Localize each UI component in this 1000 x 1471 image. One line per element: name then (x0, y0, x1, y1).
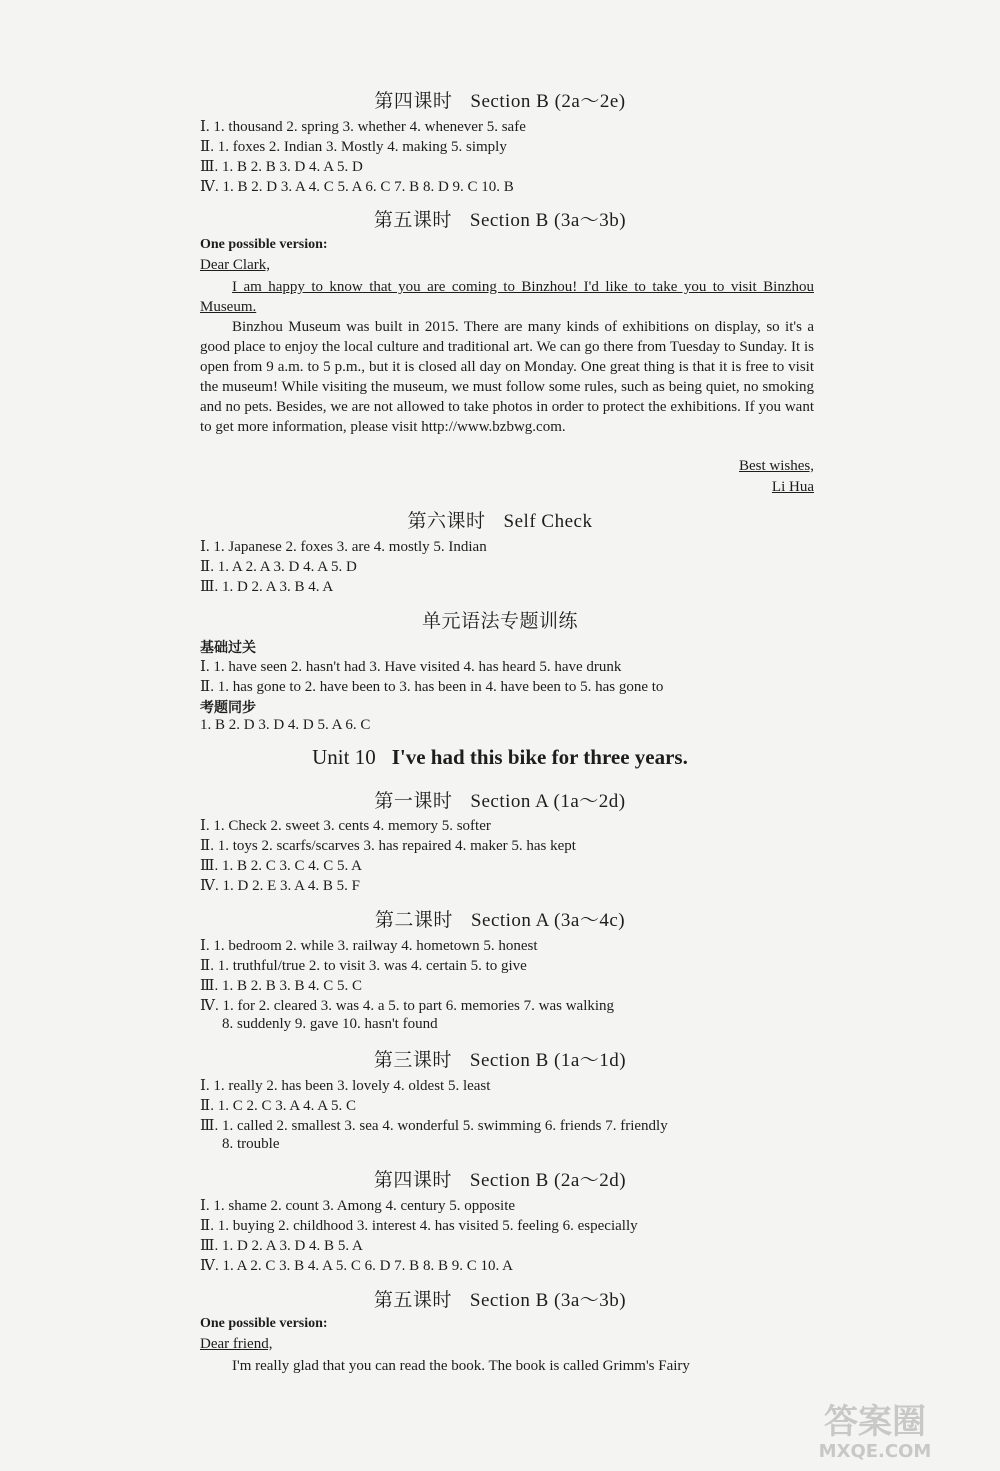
essay-paragraph-1: I am happy to know that you are coming to Binzhou! I'd like to take you to visit Binzhou Museum. (200, 279, 814, 315)
essay-closing: Best wishes, (739, 458, 814, 474)
essay-paragraph-2: Binzhou Museum was built in 2015. There are many kinds of exhibitions on display, so it's a good place to enjoy the local culture and traditional art. We can go there from Tuesday to Sunday. It is open from 9 a.m. to 5 p.m., but it is closed all day on Monday. One great thing is that it is free to visit the museum! While visiting the museum, we must follow some rules, such as being quiet, no smoking and no pets. Besides, we are not allowed to take photos in order to protect the exhibitions. If you want to get more information, please visit http://www.bzbwg.com. (200, 319, 814, 435)
unit-heading: Unit 10 I've had this bike for three years. (312, 745, 688, 769)
grammar-basic-label: 基础过关 (200, 641, 256, 656)
essay-label: One possible version: (200, 237, 328, 252)
answer-line: Ⅰ. 1. Japanese 2. foxes 3. are 4. mostly 5. Indian (200, 539, 487, 555)
section-heading-u1: 第一课时 Section A (1a～2d) (374, 791, 626, 812)
answer-line: Ⅲ. 1. D 2. A 3. B 4. A (200, 579, 334, 595)
answer-line: Ⅱ. 1. buying 2. childhood 3. interest 4. has visited 5. feeling 6. especially (200, 1218, 638, 1234)
answer-line: Ⅱ. 1. foxes 2. Indian 3. Mostly 4. making 5. simply (200, 139, 507, 155)
answer-line: Ⅳ. 1. B 2. D 3. A 4. C 5. A 6. C 7. B 8. D 9. C 10. B (200, 179, 514, 195)
section-heading-s3: 第六课时 Self Check (407, 511, 593, 532)
answer-line: Ⅲ. 1. D 2. A 3. D 4. B 5. A (200, 1238, 363, 1254)
essay2-greeting: Dear friend, (200, 1336, 273, 1352)
answer-line: Ⅳ. 1. D 2. E 3. A 4. B 5. F (200, 878, 361, 894)
answer-line: Ⅰ. 1. really 2. has been 3. lovely 4. oldest 5. least (200, 1078, 491, 1094)
answer-line: Ⅰ. 1. Check 2. sweet 3. cents 4. memory 5. softer (200, 818, 491, 834)
answer-line: Ⅳ. 1. for 2. cleared 3. was 4. a 5. to part 6. memories 7. was walking (200, 998, 615, 1014)
answer-line: Ⅲ. 1. B 2. C 3. C 4. C 5. A (200, 858, 362, 874)
watermark-logo (770, 1393, 980, 1463)
answer-line: Ⅱ. 1. truthful/true 2. to visit 3. was 4. certain 5. to give (200, 958, 527, 974)
answer-line: Ⅰ. 1. bedroom 2. while 3. railway 4. hometown 5. honest (200, 938, 538, 954)
answer-line: 8. trouble (222, 1136, 280, 1152)
essay2-label: One possible version: (200, 1316, 328, 1331)
answer-line: Ⅲ. 1. B 2. B 3. B 4. C 5. C (200, 978, 362, 994)
answer-line: Ⅰ. 1. thousand 2. spring 3. whether 4. whenever 5. safe (200, 119, 526, 135)
watermark-url: MXQE.COM (818, 1441, 932, 1462)
answer-line: Ⅲ. 1. called 2. smallest 3. sea 4. wonderful 5. swimming 6. friends 7. friendly (200, 1118, 668, 1134)
section-heading-u5: 第五课时 Section B (3a～3b) (373, 1290, 627, 1311)
section-heading-u4: 第四课时 Section B (2a～2d) (373, 1170, 627, 1191)
answer-line: Ⅱ. 1. has gone to 2. have been to 3. has been in 4. have been to 5. has gone to (200, 679, 664, 695)
section-heading-u3: 第三课时 Section B (1a～1d) (373, 1050, 627, 1071)
section-heading-s2: 第五课时 Section B (3a～3b) (373, 210, 627, 231)
section-heading-grammar: 单元语法专题训练 (421, 611, 578, 632)
answer-line: 1. B 2. D 3. D 4. D 5. A 6. C (200, 717, 371, 733)
answer-line: Ⅲ. 1. B 2. B 3. D 4. A 5. D (200, 159, 363, 175)
answer-line: Ⅱ. 1. C 2. C 3. A 4. A 5. C (200, 1098, 357, 1114)
answer-line: Ⅰ. 1. have seen 2. hasn't had 3. Have visited 4. has heard 5. have drunk (200, 659, 622, 675)
answer-line: Ⅱ. 1. A 2. A 3. D 4. A 5. D (200, 559, 357, 575)
essay2-paragraph-1: I'm really glad that you can read the book. The book is called Grimm's Fairy (232, 1358, 690, 1374)
section-heading-s1: 第四课时 Section B (2a～2e) (374, 91, 626, 112)
section-heading-u2: 第二课时 Section A (3a～4c) (374, 910, 626, 931)
answer-line: Ⅳ. 1. A 2. C 3. B 4. A 5. C 6. D 7. B 8. B 9. C 10. A (200, 1258, 513, 1274)
essay-signature: Li Hua (771, 479, 814, 495)
essay-greeting: Dear Clark, (200, 257, 270, 273)
answer-line: Ⅰ. 1. shame 2. count 3. Among 4. century 5. opposite (200, 1198, 516, 1214)
answer-line: Ⅱ. 1. toys 2. scarfs/scarves 3. has repaired 4. maker 5. has kept (200, 838, 576, 854)
watermark-text: 答案圈 (824, 1402, 926, 1442)
answer-line: 8. suddenly 9. gave 10. hasn't found (222, 1016, 438, 1032)
grammar-exam-label: 考题同步 (200, 701, 256, 716)
